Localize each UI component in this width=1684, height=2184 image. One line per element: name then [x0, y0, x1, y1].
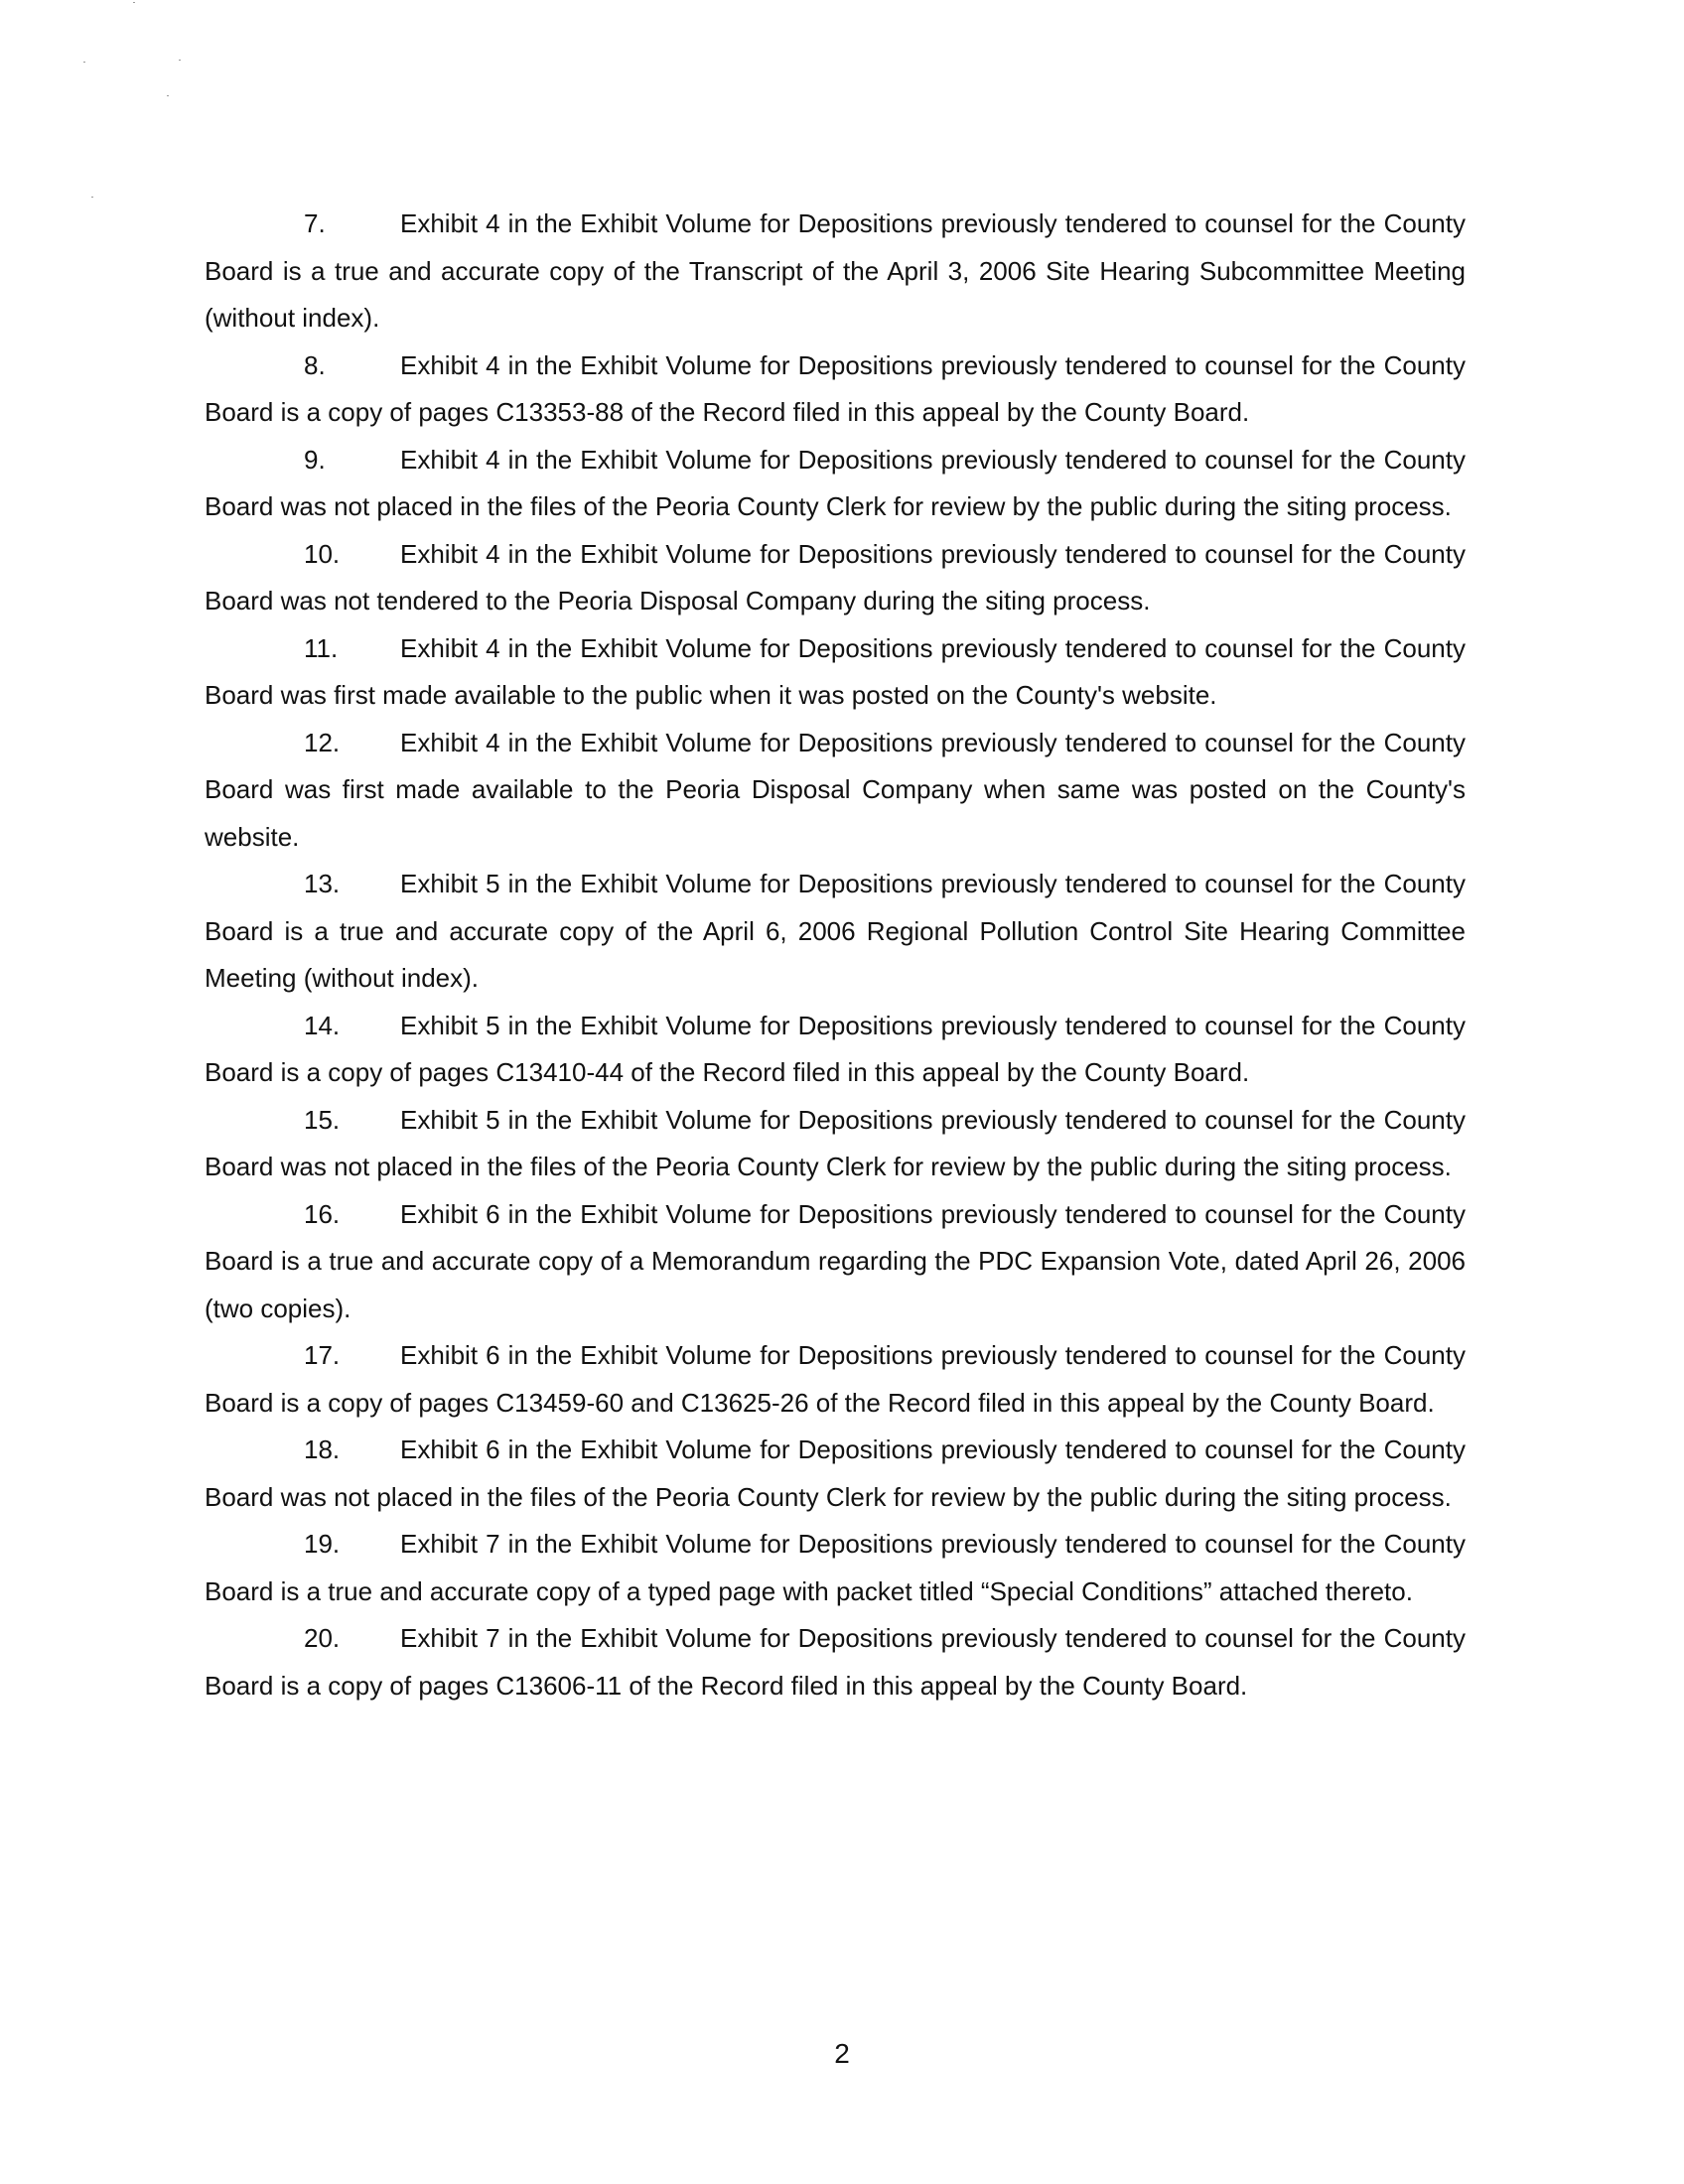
numbered-paragraph [205, 720, 1466, 862]
paragraph-number: 9. [304, 444, 326, 475]
paragraph-number: 17. [304, 1340, 341, 1370]
document-body [205, 201, 1466, 1709]
paragraph-number: 20. [304, 1623, 341, 1653]
scan-artifact [91, 197, 93, 198]
scan-artifact [167, 95, 169, 96]
paragraph-text: Exhibit 4 in the Exhibit Volume for Depositions previously tendered to counsel for the County Board was not tendered to the Peoria Disposal Company during the siting process. [205, 538, 1466, 615]
paragraph-text: Exhibit 6 in the Exhibit Volume for Depositions previously tendered to counsel for the County Board was not placed in the files of the Peoria County Clerk for review by the public during the siting process. [205, 1434, 1466, 1512]
numbered-paragraph [205, 1427, 1466, 1521]
scan-artifact [83, 62, 85, 63]
numbered-paragraph [205, 531, 1466, 625]
paragraph-text: Exhibit 7 in the Exhibit Volume for Depositions previously tendered to counsel for the County Board is a copy of pages C13606-11 of the Record filed in this appeal by the County Board. [205, 1623, 1466, 1701]
paragraph-text: Exhibit 4 in the Exhibit Volume for Depositions previously tendered to counsel for the County Board is a true and accurate copy of the Transcript of the April 3, 2006 Site Hearing Subcommittee Meeting (without index). [205, 208, 1466, 333]
numbered-paragraph [205, 861, 1466, 1003]
paragraph-number: 13. [304, 869, 341, 898]
scan-artifact [133, 2, 135, 3]
paragraph-number: 12. [304, 727, 341, 757]
numbered-paragraph [205, 342, 1466, 437]
paragraph-text: Exhibit 4 in the Exhibit Volume for Depositions previously tendered to counsel for the County Board was not placed in the files of the Peoria County Clerk for review by the public during the siting process. [205, 444, 1466, 521]
paragraph-text: Exhibit 4 in the Exhibit Volume for Depositions previously tendered to counsel for the County Board is a copy of pages C13353-88 of the Record filed in this appeal by the County Board. [205, 349, 1466, 427]
paragraph-number: 15. [304, 1104, 341, 1135]
numbered-paragraph [205, 1521, 1466, 1615]
numbered-paragraph [205, 1332, 1466, 1427]
paragraph-number: 11. [304, 632, 339, 663]
paragraph-text: Exhibit 6 in the Exhibit Volume for Depositions previously tendered to counsel for the County Board is a copy of pages C13459-60 and C13625-26 of the Record filed in this appeal by the County Board. [205, 1340, 1466, 1418]
paragraph-text: Exhibit 5 in the Exhibit Volume for Depositions previously tendered to counsel for the County Board is a copy of pages C13410-44 of the Record filed in this appeal by the County Board. [205, 1010, 1466, 1087]
paragraph-number: 10. [304, 538, 341, 569]
paragraph-text: Exhibit 7 in the Exhibit Volume for Depositions previously tendered to counsel for the County Board is a true and accurate copy of a typed page with packet titled “Special Conditions” attached thereto. [205, 1529, 1466, 1606]
paragraph-number: 7. [304, 208, 326, 238]
numbered-paragraph [205, 201, 1466, 342]
numbered-paragraph [205, 1003, 1466, 1097]
paragraph-number: 19. [304, 1529, 341, 1559]
numbered-paragraph [205, 1097, 1466, 1191]
paragraph-number: 18. [304, 1434, 341, 1464]
paragraph-number: 8. [304, 349, 326, 380]
paragraph-text: Exhibit 5 in the Exhibit Volume for Depositions previously tendered to counsel for the County Board is a true and accurate copy of the April 6, 2006 Regional Pollution Control Site Hearing Committee Meeting (without index). [205, 869, 1466, 993]
scan-artifact [179, 60, 181, 61]
page-number: 2 [834, 2038, 850, 2069]
paragraph-text: Exhibit 4 in the Exhibit Volume for Depositions previously tendered to counsel for the County Board was first made available to the public when it was posted on the County's website. [205, 632, 1466, 710]
numbered-paragraph [205, 625, 1466, 720]
paragraph-text: Exhibit 4 in the Exhibit Volume for Depositions previously tendered to counsel for the County Board was first made available to the Peoria Disposal Company when same was posted on the County's website. [205, 727, 1466, 852]
paragraph-number: 14. [304, 1010, 341, 1040]
numbered-paragraph [205, 437, 1466, 531]
paragraph-text: Exhibit 6 in the Exhibit Volume for Depositions previously tendered to counsel for the County Board is a true and accurate copy of a Memorandum regarding the PDC Expansion Vote, dated April 26, 2006 (two copies). [205, 1198, 1466, 1323]
numbered-paragraph [205, 1615, 1466, 1709]
paragraph-number: 16. [304, 1198, 341, 1229]
paragraph-text: Exhibit 5 in the Exhibit Volume for Depositions previously tendered to counsel for the County Board was not placed in the files of the Peoria County Clerk for review by the public during the siting process. [205, 1104, 1466, 1181]
numbered-paragraph [205, 1191, 1466, 1333]
